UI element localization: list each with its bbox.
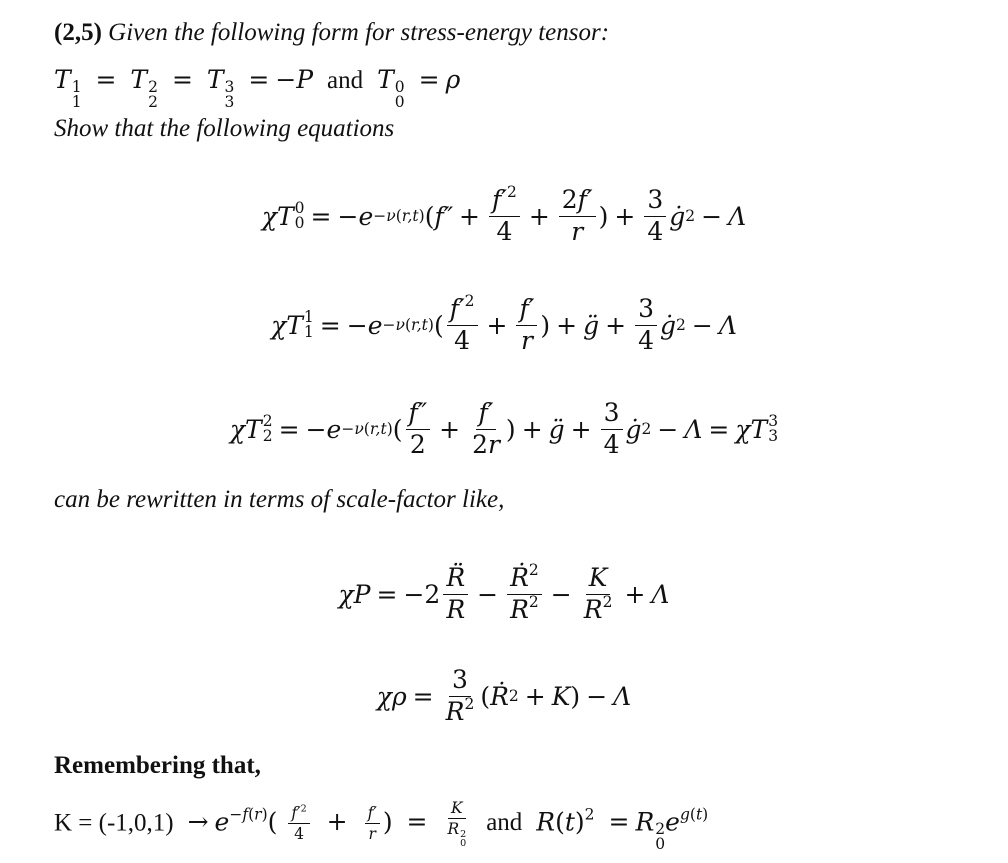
k-values: K = (-1,0,1) <box>54 809 174 837</box>
k-relation: $K = (-1,0,1) \to e^{-f(r)}$( $\frac{f'^2}{4}$ + $\frac{f'}{r}$ ) = K R 2 0 and $R(t)^2 = R$ 2 0 $e^{g(t)}$ <box>54 799 709 854</box>
equation-t11: χT 1 1 = − e −ν(r,t) ( $\frac{f'^2}{4}$ + $\frac{f'}{r}$ ) + g̈ + $\frac{3}{4}$ ġ 2 − Λ <box>271 292 737 355</box>
rewrite-text: can be rewritten in terms of scale-factor like, <box>54 486 505 513</box>
equation-t00: χT 0 0 = − e −ν(r,t) ( f″ + $\frac{f'^2}{4}$ + $\frac{2f'}{r}$ ) + $\frac{3}{4}$ ġ 2 − Λ <box>261 183 747 246</box>
problem-intro: Given the following form for stress-energy tensor: <box>108 19 610 46</box>
show-text: Show that the following equations <box>54 115 395 142</box>
equation-t22: χT 2 2 = − e −ν(r,t) ( $\frac{f''}{2}$ + $\frac{f'}{2r}$ ) + g̈ + $\frac{3}{4}$ ġ 2 − Λ = χT 3 3 <box>229 398 779 459</box>
tensor-condition: T 1 1 = T 2 2 = T 3 3 = −P and T 0 0 = ρ <box>54 65 461 111</box>
and-word-2: and <box>486 809 523 837</box>
problem-number: (2,5) <box>54 19 102 46</box>
equation-density: χρ = $\frac{3}{R^2}$ ( Ṙ 2 + K ) − Λ <box>376 665 632 726</box>
problem-heading <box>54 18 994 48</box>
remembering-text: Remembering that, <box>54 752 261 779</box>
and-word: and <box>327 67 364 94</box>
equation-pressure: χP = −2 $\frac{R̈}{R}$ − $\frac{Ṙ^2}{R^2}$ − $\frac{K}{R^2}$ + Λ <box>338 561 670 624</box>
